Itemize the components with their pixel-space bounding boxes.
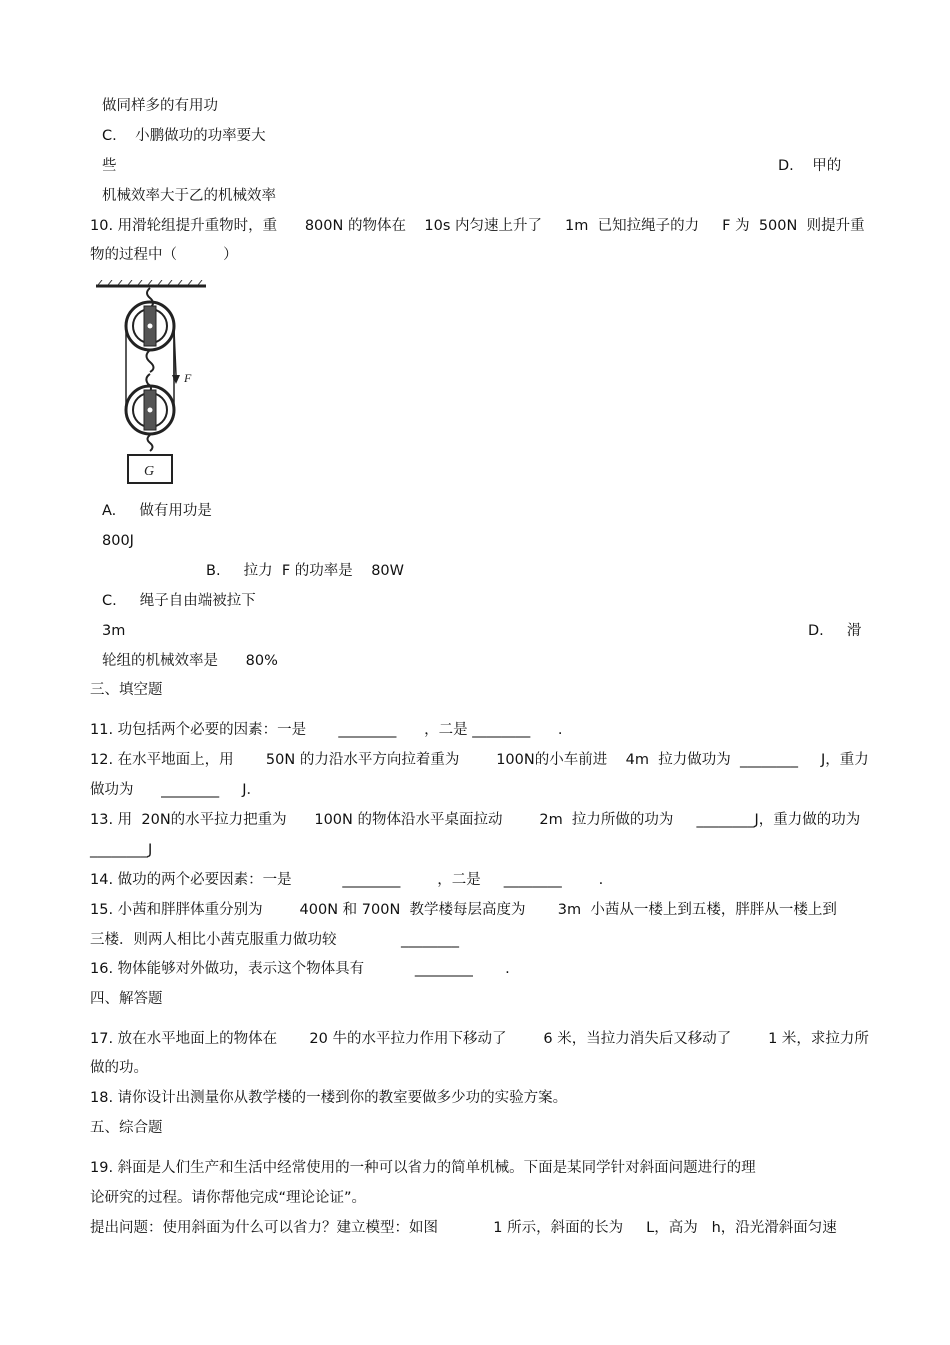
option-b-text: B. 拉力 F 的功率是 80W [206, 563, 404, 579]
question-19: 19. 斜面是人们生产和生活中经常使用的一种可以省力的简单机械。下面是某同学针对斜面问题进行的理 [90, 1160, 756, 1176]
option-a-text: A. 做有用功是 [102, 503, 212, 519]
option-c2-text: C. 绳子自由端被拉下 [102, 593, 256, 609]
option-d2-text: 轮组的机械效率是 80% [102, 653, 278, 669]
pulley-system-figure [92, 280, 212, 490]
option-c-continued: 做同样多的有用功 [102, 98, 218, 114]
question-19-model: 提出问题：使用斜面为什么可以省力？建立模型：如图 1 所示，斜面的长为 L，高为 h，沿光滑斜面匀速 [90, 1220, 837, 1236]
section-answer-heading: 四、解答题 [90, 991, 163, 1007]
option-a-value: 800J [102, 533, 134, 549]
section-comprehensive-heading: 五、综合题 [90, 1120, 163, 1136]
question-19-continued: 论研究的过程。请你帮他完成“理论论证”。 [90, 1190, 367, 1206]
question-17: 17. 放在水平地面上的物体在 20 牛的水平拉力作用下移动了 6 米，当拉力消失后又移动了 1 米，求拉力所 [90, 1031, 869, 1047]
option-c-tail: 些 [102, 158, 117, 174]
question-18: 18. 请你设计出测量你从教学楼的一楼到你的教室要做多少功的实验方案。 [90, 1090, 568, 1106]
weight-label: G [144, 464, 155, 479]
question-17-continued: 做的功。 [90, 1060, 148, 1076]
question-16: 16. 物体能够对外做功，表示这个物体具有 ________ . [90, 961, 510, 977]
option-d-text: 机械效率大于乙的机械效率 [102, 188, 276, 204]
force-label: F [184, 371, 192, 385]
section-fill-in-heading: 三、填空题 [90, 682, 163, 698]
question-10: 10. 用滑轮组提升重物时，重 800N 的物体在 10s 内匀速上升了 1m 已知拉绳子的力 F 为 500N 则提升重 [90, 218, 865, 234]
option-c2-value: 3m [102, 623, 126, 639]
question-15: 15. 小茜和胖胖体重分别为 400N 和 700N 教学楼每层高度为 3m 小茜从一楼上到五楼，胖胖从一楼上到 [90, 902, 837, 918]
question-13-continued: ________J [90, 842, 153, 858]
question-10-continued: 物的过程中（ ） [90, 247, 238, 263]
question-12-continued: 做功为 ________ J． [90, 782, 261, 798]
question-12: 12. 在水平地面上，用 50N 的力沿水平方向拉着重为 100N的小车前进 4m 拉力做功为 ________ J，重力 [90, 752, 869, 768]
option-d-label: D. 甲的 [778, 158, 842, 174]
question-15-continued: 三楼．则两人相比小茜克服重力做功较 ________ [90, 932, 460, 948]
question-14: 14. 做功的两个必要因素：一是 ________ ，二是 ________ . [90, 872, 604, 888]
option-d2-label: D. 滑 [808, 623, 862, 639]
question-13: 13. 用 20N的水平拉力把重为 100N 的物体沿水平桌面拉动 2m 拉力所做的功为 ________J，重力做的功为 [90, 812, 861, 828]
option-c-text: C. 小鹏做功的功率要大 [102, 128, 266, 144]
question-11: 11. 功包括两个必要的因素：一是 ________ ，二是 ________ . [90, 722, 563, 738]
